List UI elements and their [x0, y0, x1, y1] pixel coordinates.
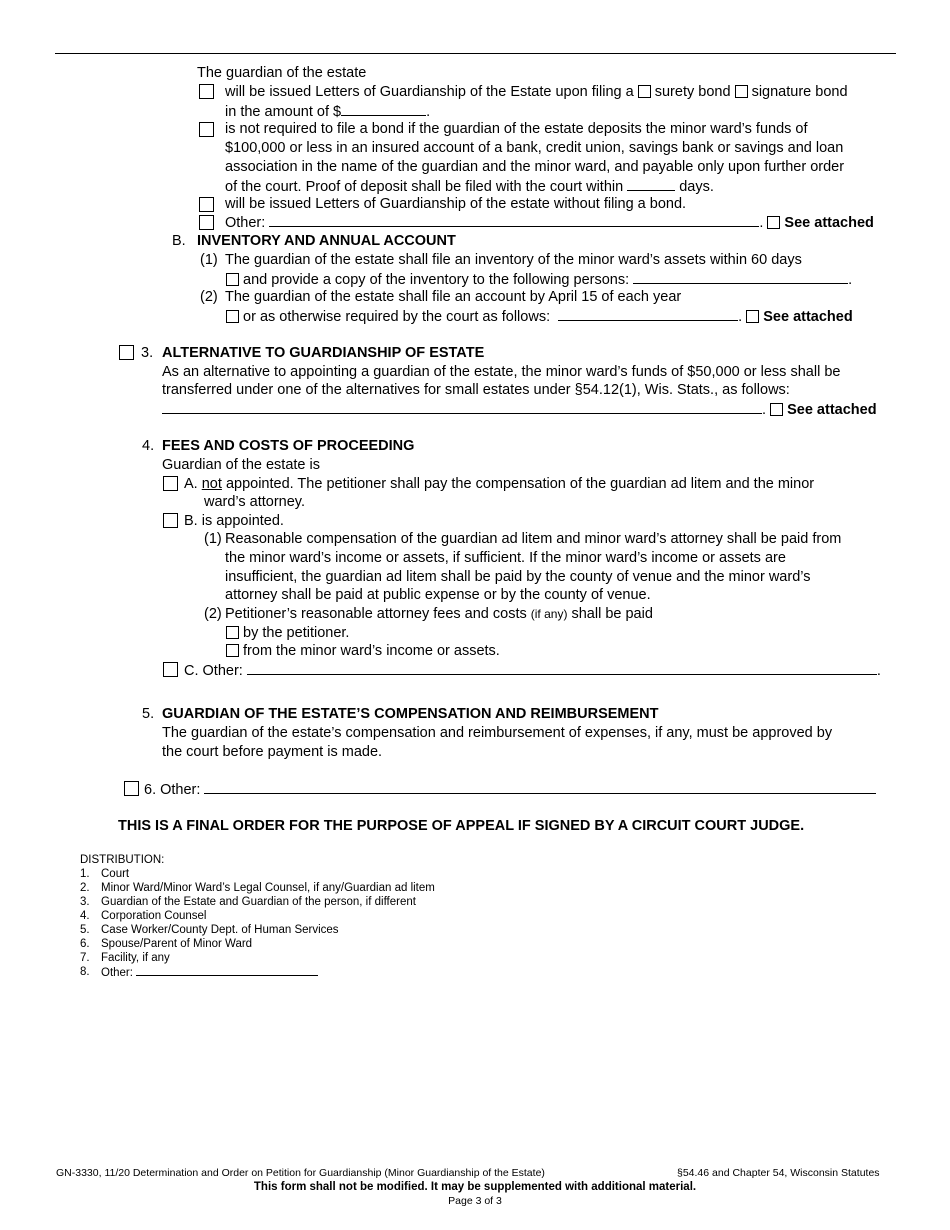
alternative-checkbox[interactable]: [119, 345, 134, 360]
account-text: The guardian of the estate shall file an account by April 15 of each year: [225, 289, 682, 305]
bond-amount-label: in the amount of $: [225, 104, 342, 120]
distribution-item-num: 6.: [80, 938, 90, 950]
inventory-copy-label: and provide a copy of the inventory to the following persons:: [243, 272, 630, 288]
section-4-num: 4.: [142, 438, 155, 454]
section-b-title: INVENTORY AND ANNUAL ACCOUNT: [197, 233, 456, 249]
fees-line: [225, 605, 653, 623]
no-bond-line-3: association in the name of the guardian and the minor ward, and payable only upon further order: [225, 159, 845, 175]
distribution-item-num: 5.: [80, 924, 90, 936]
distribution-item-text: Case Worker/County Dept. of Human Services: [101, 924, 339, 936]
fees-text: Petitioner’s reasonable attorney fees and costs: [225, 606, 527, 622]
compensation-num: (1): [204, 531, 222, 547]
section-5-title: GUARDIAN OF THE ESTATE’S COMPENSATION AND REIMBURSEMENT: [162, 706, 659, 722]
distribution-item: [80, 937, 253, 951]
distribution-item: [80, 881, 435, 895]
distribution-item-text: Minor Ward/Minor Ward’s Legal Counsel, if any/Guardian ad litem: [101, 882, 435, 894]
signature-bond-checkbox[interactable]: [735, 85, 748, 98]
no-bond-line-1: is not required to file a bond if the guardian of the estate deposits the minor ward’s funds of: [225, 121, 808, 137]
no-bond-line-2: $100,000 or less in an insured account of a bank, credit union, savings bank or savings and loan: [225, 140, 844, 156]
estate-see-attached-label: See attached: [784, 215, 874, 231]
distribution-item-num: 2.: [80, 882, 90, 894]
fees-other-label: C. Other:: [184, 663, 243, 679]
distribution-other-field[interactable]: [136, 965, 318, 976]
distribution-other-wrap: [101, 965, 318, 980]
fees-other-field[interactable]: [247, 661, 877, 675]
estate-other-line: Other: . See attached: [225, 215, 874, 231]
alternative-field[interactable]: [162, 400, 762, 414]
distribution-item-num: 1.: [80, 868, 90, 880]
no-bond-letters-text: will be issued Letters of Guardianship of the estate without filing a bond.: [225, 196, 687, 212]
section-b-letter: B.: [172, 233, 186, 249]
section-5-num: 5.: [142, 706, 155, 722]
distribution-item-num: 7.: [80, 952, 90, 964]
section-3-title: ALTERNATIVE TO GUARDIANSHIP OF ESTATE: [162, 345, 485, 361]
bond-amount-line: in the amount of $ .: [225, 104, 431, 120]
section-5-line-2: the court before payment is made.: [162, 744, 383, 760]
fees-other-line: C. Other: .: [184, 663, 881, 679]
is-appointed-checkbox[interactable]: [163, 513, 178, 528]
compensation-line-3: insufficient, the guardian ad litem shall be paid by the county of venue and the minor ward’s: [225, 569, 811, 585]
distribution-item: [80, 909, 207, 923]
is-appointed-text: is appointed.: [201, 513, 284, 529]
surety-bond-label: surety bond: [654, 84, 731, 100]
fees-other-checkbox[interactable]: [163, 662, 178, 677]
signature-bond-label: signature bond: [751, 84, 848, 100]
inventory-persons-field[interactable]: [633, 270, 848, 284]
distribution-item-num: 3.: [80, 896, 90, 908]
inventory-num: (1): [200, 252, 218, 268]
by-petitioner-label: by the petitioner.: [243, 625, 350, 641]
distribution-item-text: Court: [101, 868, 130, 880]
form-id: GN-3330, 11/20 Determination and Order on Petition for Guardianship (Minor Guardianship of the Estate): [56, 1167, 545, 1179]
section-4-title: FEES AND COSTS OF PROCEEDING: [162, 438, 415, 454]
from-assets-line: [226, 642, 500, 660]
deposit-proof-text: of the court. Proof of deposit shall be filed with the court within: [225, 179, 624, 195]
distribution-item-text: Other:: [101, 967, 133, 979]
top-rule: [55, 53, 896, 54]
estate-see-attached-checkbox[interactable]: [767, 216, 780, 229]
account-other-checkbox[interactable]: [226, 310, 239, 323]
from-assets-label: from the minor ward’s income or assets.: [243, 643, 500, 659]
account-other-label: or as otherwise required by the court as follows:: [243, 309, 551, 325]
statute-reference: §54.46 and Chapter 54, Wisconsin Statutes: [677, 1167, 880, 1179]
from-assets-checkbox[interactable]: [226, 644, 239, 657]
distribution-item-text: Corporation Counsel: [101, 910, 207, 922]
distribution-item: [80, 965, 133, 979]
account-see-attached-label: See attached: [763, 309, 853, 325]
by-petitioner-checkbox[interactable]: [226, 626, 239, 639]
fees-if-any: (if any): [530, 607, 568, 621]
bond-amount-field[interactable]: [341, 102, 426, 116]
not-appointed-line-1: [184, 475, 814, 493]
section-3-fill-line: . See attached: [162, 400, 877, 419]
compensation-line-4: attorney shall be paid at public expense or by the county of venue.: [225, 587, 651, 603]
section-5-line-1: The guardian of the estate’s compensation and reimbursement of expenses, if any, must be approved by: [162, 725, 833, 741]
section-6-field[interactable]: [204, 780, 876, 794]
distribution-item: [80, 867, 130, 881]
distribution-item: [80, 951, 170, 965]
distribution-item: [80, 923, 339, 937]
inventory-copy-line: and provide a copy of the inventory to the following persons: .: [226, 270, 852, 289]
section-3-num: 3.: [141, 345, 154, 361]
option-a-letter: A.: [184, 476, 198, 492]
not-appointed-checkbox[interactable]: [163, 476, 178, 491]
not-appointed-line-2: ward’s attorney.: [204, 494, 306, 510]
account-other-field[interactable]: [558, 307, 738, 321]
fees-shall-be-paid: shall be paid: [571, 606, 653, 622]
alternative-see-attached-label: See attached: [787, 402, 877, 418]
account-see-attached-checkbox[interactable]: [746, 310, 759, 323]
inventory-text: The guardian of the estate shall file an inventory of the minor ward’s assets within 60 days: [225, 252, 802, 268]
deposit-days-field[interactable]: [627, 177, 675, 191]
distribution-title: DISTRIBUTION:: [80, 854, 165, 866]
section-6-label: 6. Other:: [144, 782, 201, 798]
alternative-see-attached-checkbox[interactable]: [770, 403, 783, 416]
fees-num: (2): [204, 606, 222, 622]
section-4-intro: Guardian of the estate is: [162, 457, 320, 473]
inventory-copy-checkbox[interactable]: [226, 273, 239, 286]
page-number: Page 3 of 3: [448, 1195, 502, 1207]
modification-notice: This form shall not be modified. It may be supplemented with additional material.: [253, 1181, 697, 1193]
surety-bond-checkbox[interactable]: [638, 85, 651, 98]
by-petitioner-line: [226, 624, 349, 642]
distribution-item: [80, 895, 416, 909]
account-other-line: or as otherwise required by the court as follows: . See attached: [226, 307, 853, 326]
estate-other-field[interactable]: [269, 213, 759, 227]
not-underlined: not: [201, 476, 222, 492]
estate-other-label: Other:: [225, 215, 266, 231]
section-3-line-1: As an alternative to appointing a guardian of the estate, the minor ward’s funds of $50,000 or less shall be: [162, 364, 841, 380]
account-num: (2): [200, 289, 218, 305]
is-appointed-line: [184, 512, 284, 530]
compensation-line-1: Reasonable compensation of the guardian ad litem and minor ward’s attorney shall be paid from: [225, 531, 842, 547]
not-appointed-text: appointed. The petitioner shall pay the compensation of the guardian ad litem and the minor: [225, 476, 815, 492]
bond-letters-line: [225, 83, 848, 101]
distribution-item-text: Facility, if any: [101, 952, 170, 964]
no-bond-line-4: [225, 177, 714, 196]
distribution-item-num: 8.: [80, 966, 90, 978]
deposit-days-label: days.: [679, 179, 714, 195]
bond-letters-checkbox[interactable]: [199, 84, 214, 99]
distribution-item-text: Guardian of the Estate and Guardian of the person, if different: [101, 896, 416, 908]
no-bond-letters-checkbox[interactable]: [199, 197, 214, 212]
compensation-line-2: the minor ward’s income or assets, if sufficient. If the minor ward’s income or assets are: [225, 550, 786, 566]
distribution-item-num: 4.: [80, 910, 90, 922]
final-order-statement: THIS IS A FINAL ORDER FOR THE PURPOSE OF APPEAL IF SIGNED BY A CIRCUIT COURT JUDGE.: [118, 818, 805, 834]
section-3-line-2: transferred under one of the alternatives for small estates under §54.12(1), Wis. Stats., as follows:: [162, 382, 790, 398]
estate-other-checkbox[interactable]: [199, 215, 214, 230]
estate-guardian-intro: The guardian of the estate: [197, 65, 367, 81]
no-bond-deposit-checkbox[interactable]: [199, 122, 214, 137]
option-b-letter: B.: [184, 513, 198, 529]
section-6-checkbox[interactable]: [124, 781, 139, 796]
distribution-item-text: Spouse/Parent of Minor Ward: [101, 938, 253, 950]
section-6-line: [144, 780, 876, 799]
bond-letters-text: will be issued Letters of Guardianship of the Estate upon filing a: [225, 84, 634, 100]
